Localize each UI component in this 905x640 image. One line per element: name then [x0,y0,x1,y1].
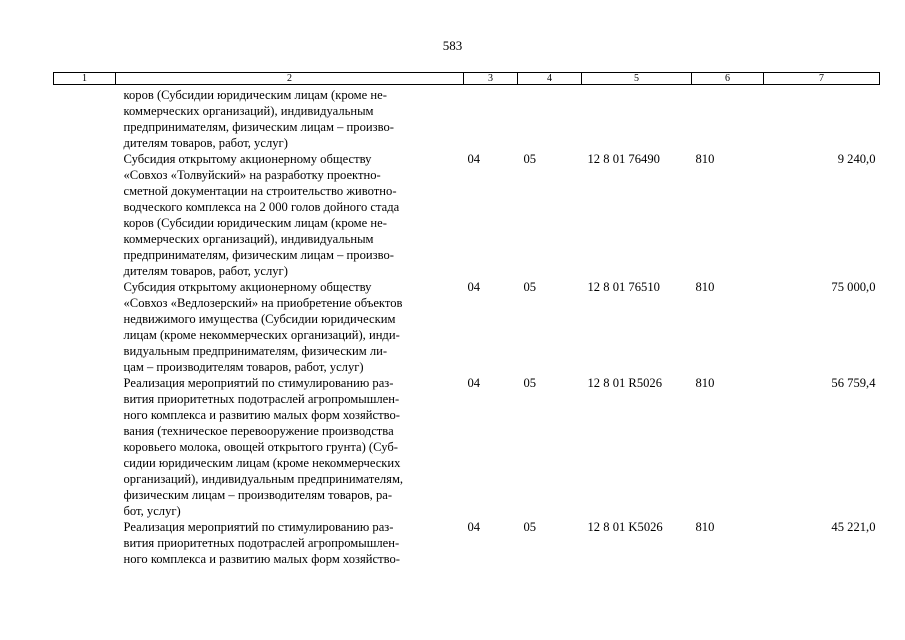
item-name-line: Субсидия открытому акционерному обществу [123,280,372,294]
sum-cell [764,85,880,152]
item-name-line: «Совхоз «Толвуйский» на разработку проектно- [123,168,381,182]
item-name-cell [116,279,464,375]
item-name-line: коров (Субсидии юридическим лицам (кроме не- [123,88,387,102]
table-row [54,151,880,279]
table-row [54,85,880,152]
sum-cell: 75 000,0 [831,280,876,294]
column-number-7: 7 [764,73,880,85]
item-name-line: коммерческих организаций), индивидуальным [123,104,374,118]
subsection-code-cell [518,85,582,152]
item-name-line: Субсидия открытому акционерному обществу [123,152,372,166]
item-name-line: организаций), индивидуальным предпринимателям, [123,472,404,486]
column-number-4: 4 [518,73,582,85]
item-name-line: Реализация мероприятий по стимулированию раз- [123,376,394,390]
item-name-line: вития приоритетных подотраслей агропромышлен- [123,536,400,550]
subsection-code-cell: 05 [523,152,537,166]
sum-cell: 9 240,0 [837,152,876,166]
target-article-cell: 12 8 01 R5026 [587,376,663,390]
item-name-cell [116,85,464,152]
item-name-line: недвижимого имущества (Субсидии юридическим [123,312,396,326]
item-name-line: видуальным предпринимателям, физическим ли- [123,344,388,358]
item-name-line: сметной документации на строительство животно- [123,184,397,198]
section-code-cell: 04 [467,280,481,294]
item-name-cell [116,151,464,279]
column-number-row [54,73,880,85]
item-name-line: коров (Субсидии юридическим лицам (кроме не- [123,216,387,230]
item-name-cell [116,375,464,519]
item-name-line: дителям товаров, работ, услуг) [123,136,288,150]
item-name-line: коровьего молока, овощей открытого грунта) (Суб- [123,440,398,454]
expense-type-cell: 810 [695,280,715,294]
expense-type-cell: 810 [695,376,715,390]
budget-table-container [53,72,879,567]
column-number-3: 3 [464,73,518,85]
budget-table [53,72,880,567]
section-code-cell [464,85,518,152]
item-name-line: лицам (кроме некоммерческих организаций), инди- [123,328,400,342]
subsection-code-cell: 05 [523,376,537,390]
sum-cell: 56 759,4 [831,376,876,390]
target-article-cell [582,85,692,152]
table-row [54,375,880,519]
item-name-line: сидии юридическим лицам (кроме некоммерческих [123,456,401,470]
table-row [54,279,880,375]
row-number-cell [54,151,116,279]
column-number-5: 5 [582,73,692,85]
target-article-cell: 12 8 01 76490 [587,152,660,166]
section-code-cell: 04 [467,520,481,534]
item-name-line: вания (техническое перевооружение производства [123,424,394,438]
column-number-6: 6 [692,73,764,85]
row-number-cell [54,279,116,375]
item-name-line: ного комплекса и развитию малых форм хозяйство- [123,552,400,566]
sum-cell: 45 221,0 [831,520,876,534]
expense-type-cell [692,85,764,152]
item-name-line: ного комплекса и развитию малых форм хозяйство- [123,408,400,422]
item-name-cell [116,519,464,567]
item-name-line: предпринимателям, физическим лицам – произво- [123,120,394,134]
item-name-line: вития приоритетных подотраслей агропромышлен- [123,392,400,406]
item-name-line: предпринимателям, физическим лицам – произво- [123,248,394,262]
subsection-code-cell: 05 [523,280,537,294]
item-name-line: физическим лицам – производителям товаров, ра- [123,488,393,502]
target-article-cell: 12 8 01 K5026 [587,520,663,534]
table-body [54,85,880,568]
item-name-line: дителям товаров, работ, услуг) [123,264,288,278]
section-code-cell: 04 [467,376,481,390]
item-name-line: коммерческих организаций), индивидуальным [123,232,374,246]
expense-type-cell: 810 [695,520,715,534]
subsection-code-cell: 05 [523,520,537,534]
target-article-cell: 12 8 01 76510 [587,280,660,294]
row-number-cell [54,375,116,519]
row-number-cell [54,85,116,152]
item-name-line: «Совхоз «Ведлозерский» на приобретение объектов [123,296,403,310]
expense-type-cell: 810 [695,152,715,166]
item-name-line: Реализация мероприятий по стимулированию раз- [123,520,394,534]
item-name-line: цам – производителям товаров, работ, услуг) [123,360,364,374]
item-name-line: бот, услуг) [123,504,181,518]
table-row [54,519,880,567]
row-number-cell [54,519,116,567]
section-code-cell: 04 [467,152,481,166]
page-number: 583 [442,38,463,53]
column-number-1: 1 [54,73,116,85]
item-name-line: водческого комплекса на 2 000 голов дойного стада [123,200,400,214]
column-number-2: 2 [116,73,464,85]
